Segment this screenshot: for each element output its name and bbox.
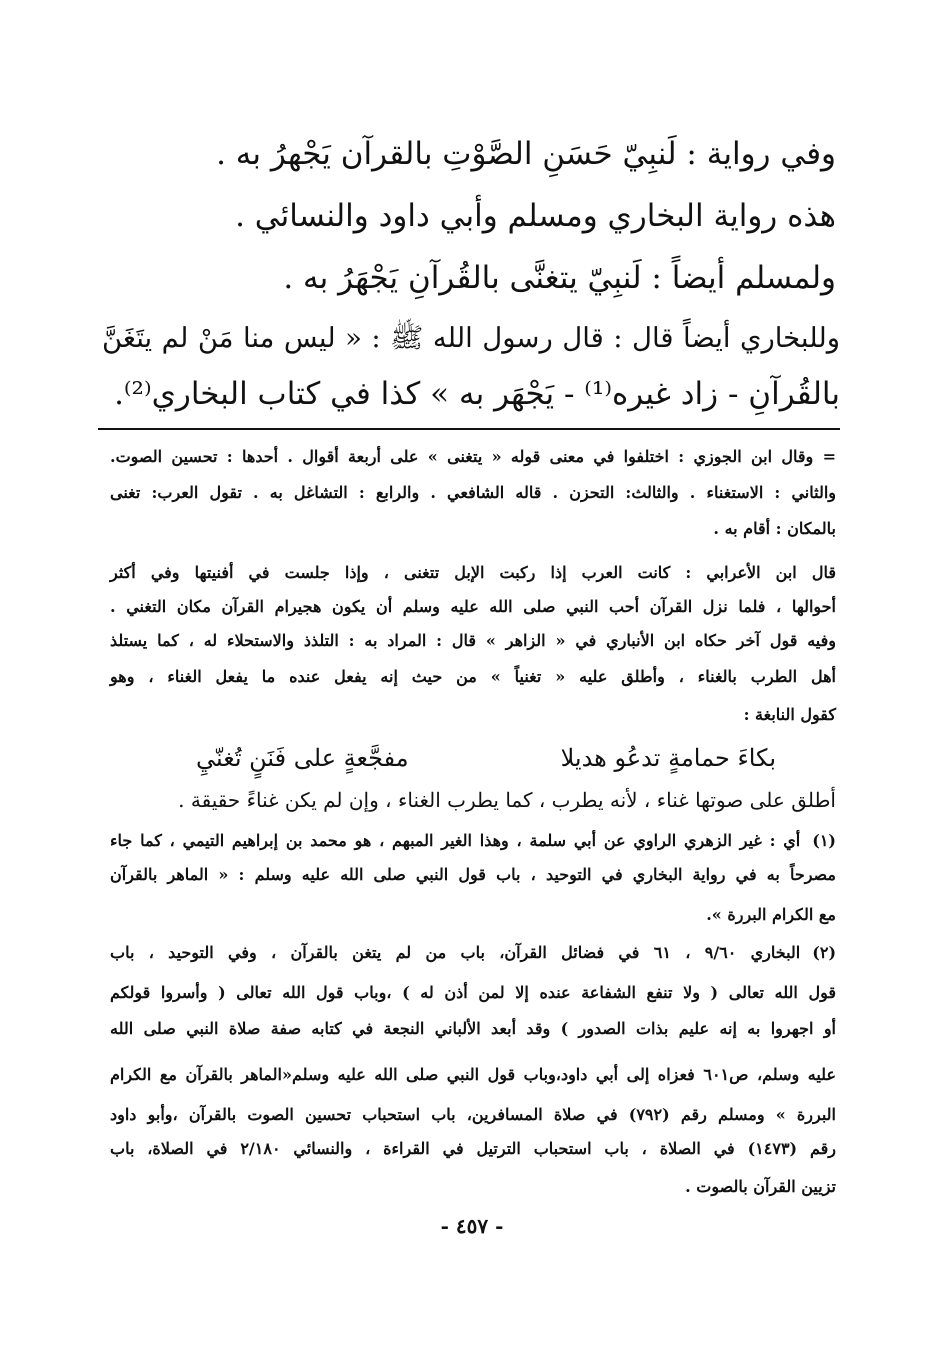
main-text-line-1: وفي رواية : لَنبِيّ حَسَنِ الصَّوْتِ بالقرآن يَجْهرُ به . [216, 136, 836, 172]
verse-first-hemistich: بكاءَ حمامةٍ تدعُو هديلا [560, 744, 776, 772]
poem-verse [196, 738, 776, 778]
footnote-2-text-1: البخاري ٩/٦٠ ، ٦١ في فضائل القرآن، باب من لم يتغن بالقرآن ، وفي التوحيد ، باب [110, 943, 801, 962]
footnote-2-line-5: البررة » ومسلم رقم (٧٩٢) في صلاة المسافرين، باب استحباب تحسين الصوت بالقرآن ،وأبو داود [110, 1105, 836, 1124]
footnote-2-line-4: عليه وسلم، ص٦٠١ فعزاه إلى أبي داود،وباب قول النبي صلى الله عليه وسلم«الماهر بالقرآن مع الكرام [110, 1065, 837, 1084]
footnote-1-line-3: مع الكرام البررة ». [706, 905, 836, 924]
main-text-line-5: بالقُرآنِ - زاد غيره⁽¹⁾ - يَجْهَر به » كذا في كتاب البخاري⁽²⁾. [114, 376, 840, 412]
commentary-line-5: أحوالها ، فلما نزل القرآن أحب النبي صلى الله عليه وسلم أن يكون هجيرام القرآن مكان التغني . [110, 597, 836, 616]
footnote-2-marker: (٢) [812, 943, 837, 962]
main-text-line-4: وللبخاري أيضاً قال : قال رسول الله ﷺ : « ليس منا مَنْ لم يتَغَنَّ [102, 322, 840, 354]
commentary-line-2: والثاني : الاستغناء . والثالث: التحزن . قاله الشافعي . والرابع : التشاغل به . تقول العرب: تغنى [110, 483, 836, 502]
footnote-2-line-3: أو اجهروا به إنه عليم بذات الصدور ) وقد أبعد الألباني النجعة في كتابه صفة صلاة النبي صلى الله [110, 1019, 836, 1038]
commentary-line-1: = وقال ابن الجوزي : اختلفوا في معنى قوله « يتغنى » على أربعة أقوال . أحدها : تحسين الصوت. [110, 447, 836, 466]
commentary-line-8: كقول النابغة : [743, 705, 836, 724]
footnote-1-marker: (١) [812, 831, 836, 850]
footnote-divider [98, 428, 840, 430]
commentary-line-7: أهل الطرب بالغناء ، وأطلق عليه « تغنياً » من حيث إنه يفعل عنده ما يفعل الغناء ، وهو [110, 667, 836, 686]
footnote-1-line-1 [110, 830, 836, 852]
commentary-line-3: بالمكان : أقام به . [713, 519, 836, 538]
commentary-line-4: قال ابن الأعرابي : كانت العرب إذا ركبت الإبل تتغنى ، وإذا جلست في أفنيتها وفي أكثر [110, 563, 836, 582]
page-number: - ٤٥٧ - [440, 1214, 504, 1238]
verse-second-hemistich: مفجَّعةٍ على فَنَنٍ تُغنّيِ [196, 744, 409, 772]
footnote-1-text-1: أي : غير الزهري الراوي عن أبي سلمة ، وهذا الغير المبهم ، هو محمد بن إبراهيم التيمي ، كما جاء [110, 831, 801, 850]
main-text-line-2: هذه رواية البخاري ومسلم وأبي داود والنسائي . [235, 198, 836, 234]
footnote-2-line-1 [110, 942, 836, 964]
footnote-1-line-2: مصرحاً به في رواية البخاري في التوحيد ، باب قول النبي صلى الله عليه وسلم : « الماهر بالقرآن [110, 865, 836, 884]
verse-explanation: أطلق على صوتها غناء ، لأنه يطرب ، كما يطرب الغناء ، وإن لم يكن غناءً حقيقة . [178, 788, 836, 812]
main-text-line-3: ولمسلم أيضاً : لَنبِيّ يتغنَّى بالقُرآنِ يَجْهَرُ به . [283, 260, 836, 296]
footnote-2-line-2: قول الله تعالى ( ولا تنفع الشفاعة عنده إلا لمن أذن له ) ،وباب قول الله تعالى ( وأسروا قولكم [110, 983, 836, 1002]
footnote-2-line-6: رقم (١٤٧٣) في الصلاة ، باب استحباب الترتيل في القراءة ، والنسائي ٢/١٨٠ في الصلاة، باب [110, 1139, 837, 1158]
footnote-2-line-7: تزيين القرآن بالصوت . [685, 1177, 836, 1196]
commentary-line-6: وفيه قول آخر حكاه ابن الأنباري في « الزاهر » قال : المراد به : التلذذ والاستحلاء له ، كما يستلذ [110, 631, 836, 650]
